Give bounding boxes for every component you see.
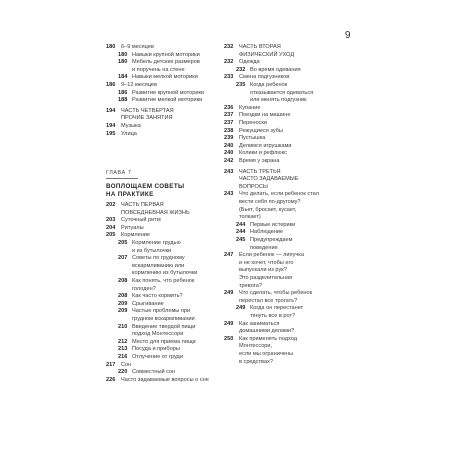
toc-page-number: 239: [224, 135, 234, 142]
toc-entry-title: Купание: [239, 104, 261, 111]
toc-entry: [224, 275, 292, 282]
toc-page-number: 245: [236, 237, 246, 243]
toc-entry-title: вскармливанию или: [132, 262, 185, 269]
toc-entry: [224, 199, 301, 206]
toc-entry: [224, 359, 273, 366]
toc-entry: [224, 67, 301, 74]
toc-entry: [224, 313, 295, 320]
toc-entry: [106, 217, 161, 224]
toc-entry: [106, 131, 137, 138]
toc-entry: [224, 135, 265, 142]
toc-entry: [224, 90, 313, 97]
toc-page-number: 194: [106, 123, 116, 129]
toc-entry: [224, 143, 291, 150]
toc-entry: [106, 308, 190, 315]
toc-entry: [106, 324, 195, 331]
toc-entry: [106, 210, 190, 217]
toc-entry: [224, 305, 303, 312]
toc-entry-title: Как часто кормить?: [132, 293, 183, 300]
toc-page-number: 195: [106, 130, 116, 137]
toc-entry-title: ЧАСТЬ ПЕРВАЯ: [121, 202, 164, 208]
toc-page-number: 212: [118, 338, 128, 345]
toc-entry: [106, 263, 184, 270]
toc-page-number: 180: [118, 59, 128, 66]
toc-entry-title: Развитие крупной моторики: [132, 89, 205, 96]
toc-entry-title: Посуда и приборы: [132, 346, 180, 353]
toc-entry: [224, 328, 294, 335]
toc-entry-title: Как заниматься: [239, 320, 280, 327]
toc-entry-title: Суточный ритм: [121, 217, 161, 224]
toc-entry-title: Делимся игрушками: [239, 142, 292, 149]
toc-entry: [224, 169, 281, 176]
toc-entry-title: Монтессори,: [239, 343, 273, 350]
toc-entry: [106, 369, 175, 376]
toc-entry: [224, 245, 278, 252]
toc-entry-title: Колики и рефлюкс: [239, 150, 287, 157]
toc-entry-title: толкает): [239, 214, 261, 221]
toc-entry-title: Как понять, что ребенок: [132, 278, 195, 284]
toc-entry-title: в средствах?: [239, 358, 273, 365]
toc-entry-title: ПРОЧИЕ ЗАНЯТИЯ: [121, 115, 173, 122]
toc-page-number: 205: [106, 232, 116, 239]
toc-entry: [224, 351, 293, 358]
toc-entry: [106, 74, 198, 81]
toc-page-number: 202: [106, 202, 116, 208]
toc-page-number: 242: [224, 158, 234, 164]
toc-page-number: 240: [224, 150, 234, 157]
toc-entry: [106, 255, 185, 262]
toc-entry: [224, 207, 296, 214]
toc-entry-title: Развитие мелкой моторики: [132, 97, 203, 104]
toc-entry: [224, 176, 298, 183]
toc-entry-title: вести себя по-другому?: [239, 199, 301, 205]
toc-entry-title: грудном вскармливании: [132, 316, 195, 322]
toc-entry-title: Режущиеся зубы: [239, 127, 283, 134]
toc-page-number: 232: [224, 59, 234, 66]
toc-entry-title: ЧАСТО ЗАДАВАЕМЫЕ: [239, 176, 299, 183]
toc-entry: [224, 283, 262, 290]
toc-entry: [106, 108, 174, 115]
toc-page-number: 249: [224, 290, 234, 297]
toc-page-number: 237: [224, 112, 234, 119]
toc-entry-title: Улица: [121, 130, 137, 137]
toc-entry: [106, 115, 173, 122]
toc-entry: [224, 128, 283, 135]
toc-entry-title: Мебель детских размеров: [132, 59, 200, 66]
toc-entry-title: Совместный сон: [132, 369, 176, 376]
toc-entry: [106, 67, 185, 74]
toc-entry: [224, 44, 281, 51]
toc-page-number: 243: [224, 191, 234, 198]
toc-entry: [224, 112, 290, 119]
toc-page-number: 194: [106, 107, 116, 114]
toc-page-number: 238: [224, 127, 234, 134]
toc-page-number: 209: [118, 308, 128, 315]
toc-entry-title: Предупреждаем: [250, 237, 293, 243]
toc-entry-title: Пустышка: [239, 135, 266, 142]
toc-entry: [224, 158, 279, 165]
toc-entry: [106, 225, 144, 232]
toc-entry-title: Это разделительная: [239, 275, 293, 281]
toc-entry-title: Кормление: [121, 232, 151, 239]
toc-page-number: 216: [118, 354, 128, 360]
toc-page-number: 217: [106, 361, 116, 368]
toc-entry-title: Смена подгузников: [239, 74, 290, 81]
page-number: 9: [345, 30, 351, 41]
toc-page-number: 226: [106, 376, 116, 383]
toc-page-number: 203: [106, 217, 116, 224]
toc-page-number: 249: [224, 320, 234, 327]
toc-entry-title: домашними делами?: [239, 328, 295, 335]
toc-entry: [224, 120, 267, 127]
toc-entry-title: ПОВСЕДНЕВНАЯ ЖИЗНЬ: [121, 209, 190, 216]
toc-page-number: 210: [118, 323, 128, 330]
toc-page-number: 208: [118, 278, 128, 284]
toc-entry: [224, 267, 287, 274]
toc-entry-title: Советы по грудному: [132, 255, 185, 262]
toc-entry: [106, 339, 196, 346]
toc-entry: [106, 248, 171, 255]
toc-entry: [106, 123, 141, 130]
toc-entry: [224, 74, 289, 81]
chapter-title-line2: НА ПРАКТИКЕ: [106, 191, 154, 198]
toc-entry-title: Когда ребенок: [250, 82, 288, 88]
toc-entry-title: или менять подгузник: [250, 97, 307, 104]
toc-page-number: 244: [236, 221, 246, 228]
toc-entry: [224, 290, 312, 297]
toc-entry-title: ЧАСТЬ ВТОРАЯ: [239, 44, 281, 50]
toc-entry-title: Срыгивание: [132, 300, 164, 307]
toc-page-number: 220: [118, 369, 128, 376]
toc-entry: [224, 97, 307, 104]
chapter-title: [106, 183, 184, 199]
toc-entry-title: ФИЗИЧЕСКИЙ УХОД: [239, 51, 295, 58]
toc-entry: [224, 260, 294, 267]
toc-entry-title: 6–9 месяцев: [121, 44, 154, 50]
toc-page-number: 180: [106, 44, 116, 50]
toc-entry-title: Когда он перестанет: [250, 305, 304, 312]
toc-entry: [224, 214, 261, 221]
toc-entry: [106, 354, 183, 361]
toc-entry-title: и поручень на стене: [132, 66, 185, 73]
toc-entry-title: и из бутылочки: [132, 247, 172, 254]
toc-entry-title: 9–12 месяцев: [121, 82, 158, 88]
toc-entry-title: Сон: [121, 361, 132, 368]
book-page: [96, 30, 364, 444]
toc-entry-title: тревога?: [239, 282, 262, 289]
toc-entry: [106, 293, 183, 300]
toc-entry: [106, 377, 209, 384]
toc-entry-title: Наблюдение: [250, 229, 284, 236]
toc-page-number: 237: [224, 120, 234, 126]
toc-entry: [224, 343, 272, 350]
toc-entry: [224, 222, 295, 229]
toc-entry-title: Ритуалы: [121, 224, 144, 231]
toc-entry: [224, 105, 261, 112]
toc-page-number: 186: [118, 89, 128, 96]
toc-entry: [106, 202, 164, 209]
toc-entry-title: Музыка: [121, 123, 141, 129]
toc-entry-title: тянуть все в рот?: [250, 313, 296, 319]
toc-entry-title: Поездки на машине: [239, 112, 291, 119]
toc-entry-title: Что делать, если ребенок стал: [239, 191, 320, 198]
toc-page-number: 204: [106, 224, 116, 231]
toc-entry: [224, 321, 279, 328]
toc-entry-title: выпускали из рук?: [239, 267, 287, 274]
toc-entry: [106, 44, 154, 51]
toc-entry-title: Частые проблемы при: [132, 308, 191, 315]
toc-entry-title: Переноски: [239, 120, 267, 126]
toc-entry-title: Что сделать, чтобы ребенок: [239, 290, 313, 297]
toc-entry-title: ЧАСТЬ ТРЕТЬЯ: [239, 168, 281, 175]
toc-page-number: 249: [236, 305, 246, 312]
toc-entry: [106, 362, 131, 369]
toc-entry: [106, 331, 183, 338]
toc-page-number: 213: [118, 346, 128, 353]
toc-entry-title: Если ребенок — липучка: [239, 252, 304, 259]
toc-entry: [106, 301, 164, 308]
toc-page-number: 205: [118, 240, 128, 246]
toc-entry: [224, 252, 304, 259]
toc-page-number: 208: [118, 293, 128, 300]
toc-entry-title: Во время одевания: [250, 66, 301, 73]
toc-entry-title: если мы ограничены: [239, 351, 293, 357]
toc-entry: [106, 52, 200, 59]
toc-page-number: 232: [224, 44, 234, 50]
toc-entry-title: подход Монтессори: [132, 331, 184, 338]
toc-entry-title: отказывается одеваться: [250, 89, 314, 96]
toc-entry: [106, 346, 180, 353]
toc-entry-title: перестал все трогать?: [239, 297, 298, 304]
toc-page-number: 250: [224, 335, 234, 342]
toc-page-number: 188: [118, 97, 128, 104]
toc-entry-title: Одежда: [239, 59, 260, 66]
toc-entry-title: Время у экрана: [239, 158, 280, 164]
toc-entry: [224, 336, 297, 343]
toc-page-number: 235: [236, 82, 246, 88]
chapter-title-line1: ВОПЛОЩАЕМ СОВЕТЫ: [106, 183, 185, 190]
toc-entry: [106, 286, 156, 293]
toc-entry-title: Часто задаваемые вопросы о сне: [121, 376, 209, 383]
toc-page-number: 247: [224, 252, 234, 259]
toc-entry-title: Навыки мелкой моторики: [132, 74, 198, 81]
toc-entry-title: поведение: [250, 244, 278, 251]
toc-entry: [106, 232, 150, 239]
toc-entry-title: Как применять подход: [239, 335, 298, 342]
toc-entry: [224, 184, 268, 191]
toc-entry-title: Кормление грудью: [132, 240, 181, 246]
toc-entry-title: (Бьет, бросает, кусает,: [239, 206, 297, 213]
toc-entry: [106, 270, 197, 277]
toc-entry-title: Навыки крупной моторики: [132, 51, 200, 58]
toc-page-number: 233: [224, 74, 234, 81]
toc-entry: [106, 82, 157, 89]
toc-page-number: 243: [224, 168, 234, 175]
toc-entry: [224, 150, 287, 157]
toc-page-number: 180: [118, 51, 128, 58]
toc-entry: [106, 278, 194, 285]
toc-entry-title: ВОПРОСЫ: [239, 183, 268, 190]
toc-entry: [106, 240, 181, 247]
toc-page-number: 244: [236, 229, 246, 236]
toc-entry: [224, 52, 294, 59]
toc-entry: [106, 90, 204, 97]
toc-page-number: 232: [236, 66, 246, 73]
toc-entry: [224, 59, 260, 66]
toc-entry-title: Отлучение от груди: [132, 354, 183, 360]
toc-entry: [106, 316, 195, 323]
toc-page-number: 207: [118, 255, 128, 262]
toc-entry-title: голоден?: [132, 285, 156, 292]
toc-page-number: 186: [106, 82, 116, 88]
toc-entry-title: Место для приема пищи: [132, 338, 196, 345]
toc-entry: [224, 298, 297, 305]
toc-entry-title: кормлению из бутылочки: [132, 270, 198, 277]
toc-entry: [224, 82, 287, 89]
chapter-label: ГЛАВА 7: [106, 170, 138, 179]
toc-entry: [224, 191, 319, 198]
toc-entry-title: Введение твердой пищи: [132, 323, 196, 330]
toc-entry-title: Первые истерики: [250, 221, 296, 228]
toc-page-number: 240: [224, 142, 234, 149]
toc-page-number: 209: [118, 300, 128, 307]
toc-entry: [106, 59, 200, 66]
toc-page-number: 184: [118, 74, 128, 81]
toc-entry: [224, 237, 292, 244]
toc-entry: [224, 229, 283, 236]
toc-page-number: 236: [224, 104, 234, 111]
toc-entry-title: и не хочет, чтобы его: [239, 259, 294, 266]
toc-entry-title: ЧАСТЬ ЧЕТВЕРТАЯ: [121, 107, 174, 114]
toc-entry: [106, 97, 202, 104]
